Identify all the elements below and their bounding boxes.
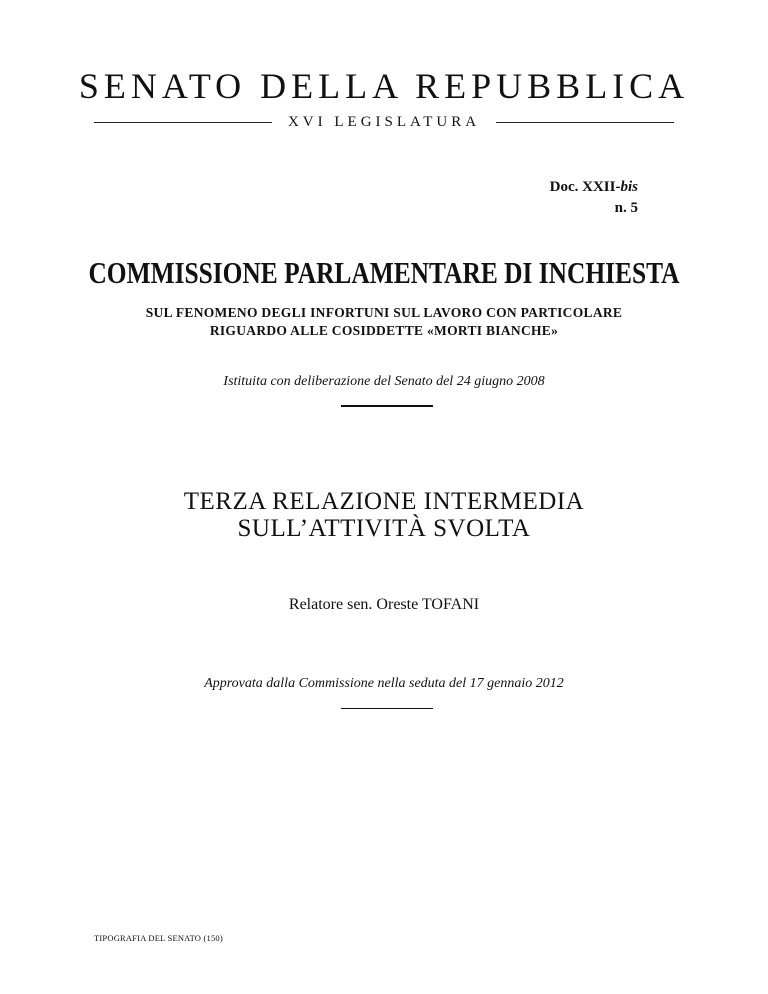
- printer-imprint: TIPOGRAFIA DEL SENATO (150): [94, 933, 223, 943]
- subtitle-line-2: RIGUARDO ALLE COSIDDETTE «MORTI BIANCHE»: [209, 323, 559, 338]
- commission-subtitle: [0, 304, 768, 340]
- approval-note: Approvata dalla Commissione nella seduta del 17 gennaio 2012: [204, 676, 564, 691]
- legislature-left-rule: [94, 122, 272, 123]
- instituted-note: Istituita con deliberazione del Senato del 24 giugno 2008: [223, 374, 545, 389]
- approval-divider: [341, 708, 433, 709]
- document-reference: [550, 177, 638, 219]
- commission-title: COMMISSIONE PARLAMENTARE DI INCHIESTA: [88, 255, 680, 290]
- doc-prefix: Doc. XXII-: [549, 179, 621, 195]
- doc-number-line: [550, 177, 638, 198]
- rapporteur: Relatore sen. Oreste TOFANI: [288, 596, 480, 613]
- legislature-right-rule: [496, 122, 674, 123]
- instituted-divider: [341, 405, 433, 407]
- report-title-line-1: TERZA RELAZIONE INTERMEDIA: [183, 488, 585, 515]
- institution-title: SENATO DELLA REPUBBLICA: [78, 66, 690, 106]
- report-title: [0, 488, 768, 542]
- legislature-label: XVI LEGISLATURA: [287, 113, 481, 130]
- report-title-line-2: SULL’ATTIVITÀ SVOLTA: [237, 515, 531, 542]
- doc-issue-number: n. 5: [614, 200, 638, 216]
- subtitle-line-1: SUL FENOMENO DEGLI INFORTUNI SUL LAVORO CON PARTICOLARE: [145, 305, 623, 320]
- doc-suffix: bis: [620, 179, 638, 195]
- legislature-row: [94, 110, 674, 134]
